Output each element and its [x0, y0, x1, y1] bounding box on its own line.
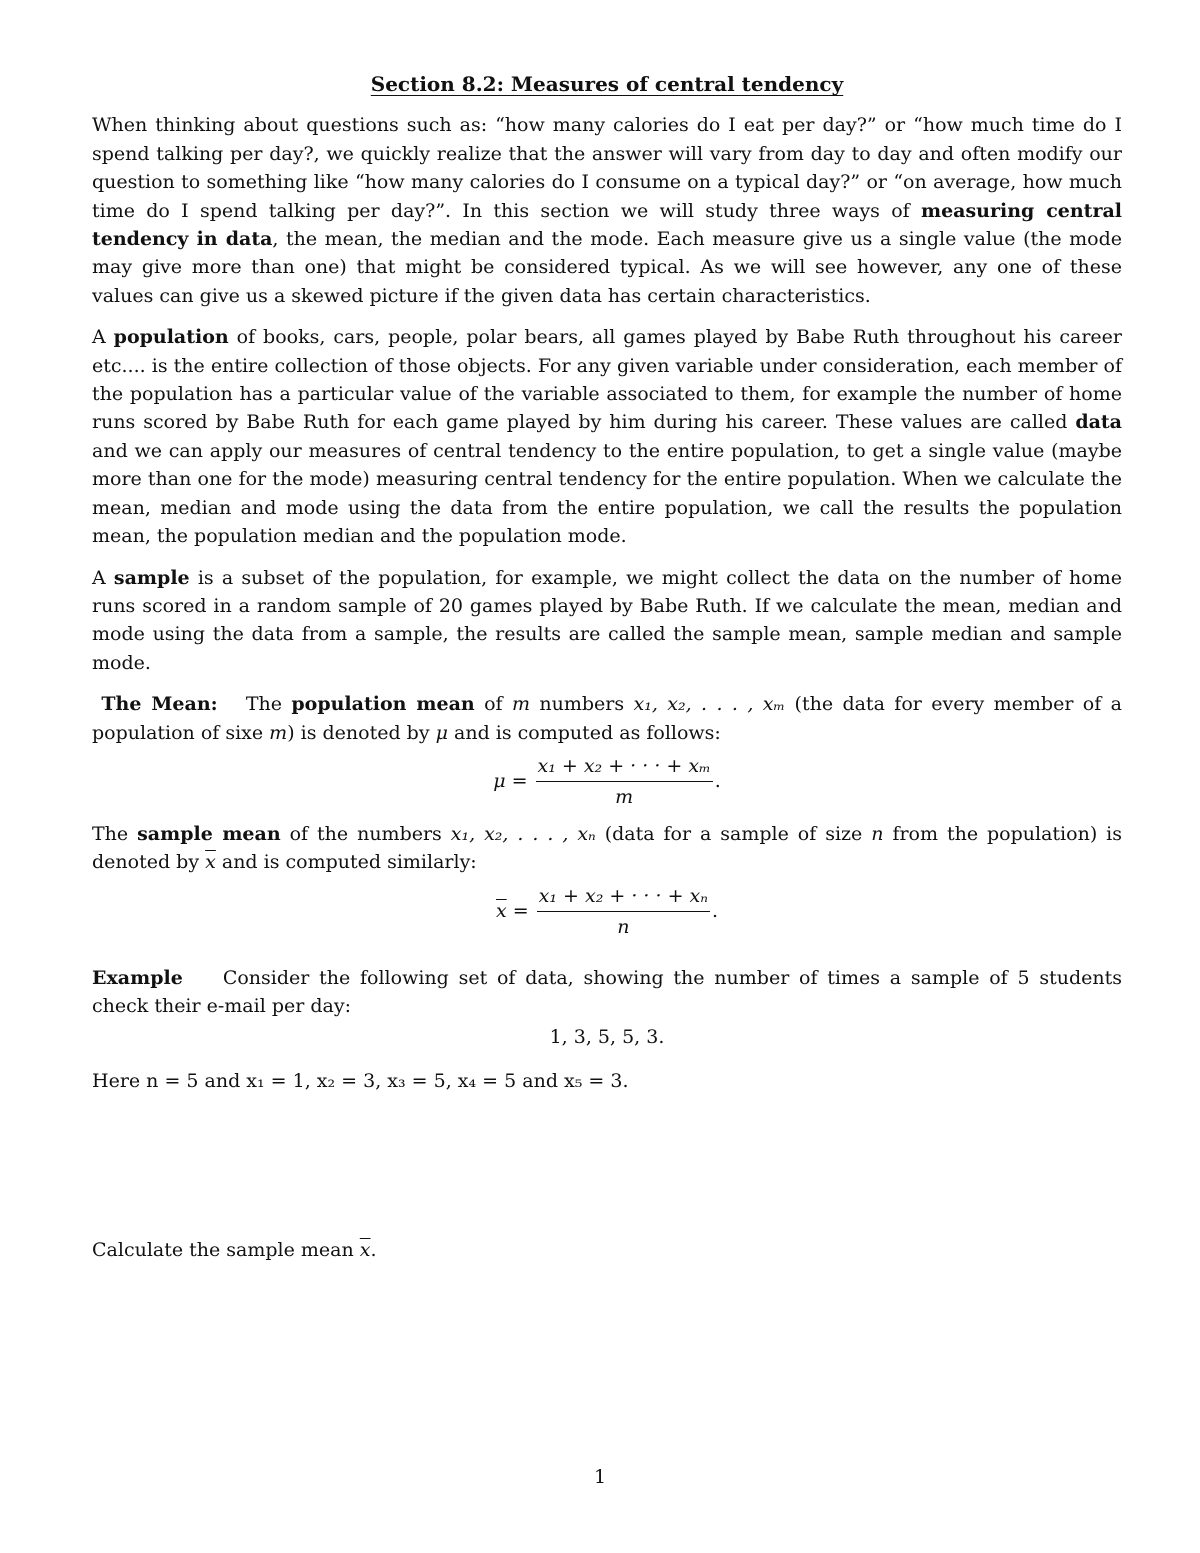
task-line: Calculate the sample mean $\overline{x}$. [92, 1239, 377, 1262]
fraction: $\frac{\text{x₁ + x₂ + · · · + xₙ}}{n}$ [538, 884, 708, 938]
document-page [92, 70, 1122, 1278]
example-data-line: 1, 3, 5, 5, 3. [549, 1025, 665, 1048]
example-here-line: Here n = 5 and x₁ = 1, x₂ = 3, x₃ = 5, x₄ = 5 and x₅ = 3. [92, 1069, 629, 1092]
sample-mean-paragraph: The sample mean of the numbers x₁, x₂, . . . , xₙ (data for a sample of size n from the population) is denoted by $\overline{x}$ and is computed similarly: [92, 822, 1122, 874]
mean-paragraph: The Mean: The population mean of m numbers x₁, x₂, . . . , xₘ (the data for every member of a population of sixe m) is denoted by μ and is computed as follows: [92, 693, 1122, 744]
sample-mean-equation: $\overline{x}$ = $\frac{\text{x₁ + x₂ + · · · + xₙ}}{n}$ . [495, 884, 718, 938]
population-paragraph: A population of books, cars, people, polar bears, all games played by Babe Ruth throughout his career etc.... is the entire collection of those objects. For any given variable under consideration, each member of the population has a particular value of the variable associated to them, for example the number of home runs scored by Babe Ruth for each game played by him during his career. These values are called data and we can apply our measures of central tendency to the entire population, to get a single value (maybe more than one for the mode) measuring central tendency for the entire population. When we calculate the mean, median and mode using the data from the entire population, we call the results the population mean, the population median and the population mode. [92, 326, 1122, 548]
var-m-inline: m [269, 721, 288, 744]
answer-space [92, 1108, 1122, 1236]
sample-paragraph: A sample is a subset of the population, for example, we might collect the data on the number of home runs scored in a random sample of 20 games played by Babe Ruth. If we calculate the mean, median and mode using the data from a sample, the results are called the sample mean, sample median and sample mode. [92, 566, 1122, 674]
population-mean-equation: μ = $\frac{\text{x₁ + x₂ + · · · + xₘ}}{m}$ . [493, 754, 721, 808]
example-paragraph: Example Consider the following set of data, showing the number of times a sample of 5 students check their e-mail per day: [92, 966, 1122, 1018]
section-title: Section 8.2: Measures of central tendency [370, 72, 844, 96]
page-number: 1 [593, 1466, 607, 1488]
fraction: $\frac{\text{x₁ + x₂ + · · · + xₘ}}{m}$ [537, 754, 711, 808]
xbar-symbol: $\overline{x}$ [495, 900, 507, 923]
intro-paragraph: When thinking about questions such as: “how many calories do I eat per day?” or “how much time do I spend talking per day?, we quickly realize that the answer will vary from day to day and often modify our question to something like “how many calories do I consume on a typical day?” or “on average, how much time do I spend talking per day?”. In this section we will study three ways of measuring central tendency in data, the mean, the median and the mode. Each measure give us a single value (the mode may give more than one) that might be considered typical. As we will see however, any one of these values can give us a skewed picture if the given data has certain characteristics. [92, 114, 1122, 307]
